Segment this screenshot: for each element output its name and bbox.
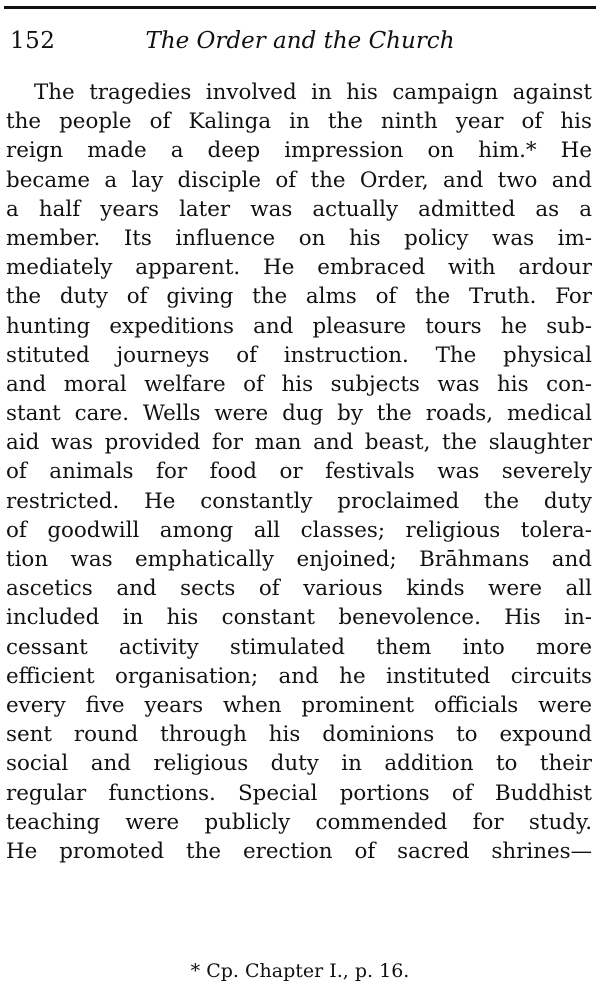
text-line: tion was emphatically enjoined; Brāhmans and (6, 547, 592, 572)
text-line: stituted journeys of instruction. The physical (6, 342, 592, 368)
text-line: social and religious duty in addition to their (6, 751, 592, 777)
text-line: hunting expeditions and pleasure tours he sub- (6, 313, 592, 339)
text-line: aid was provided for man and beast, the slaughter (6, 430, 592, 456)
page-number: 152 (10, 28, 56, 54)
text-line: mediately apparent. He embraced with ardour (6, 255, 592, 281)
running-head: The Order and the Church (145, 28, 455, 54)
text-line: cessant activity stimulated them into more (6, 634, 592, 660)
text-line: of goodwill among all classes; religious tolera- (6, 517, 592, 543)
text-line: and moral welfare of his subjects was his con- (6, 371, 592, 397)
text-line: regular functions. Special portions of Buddhist (6, 780, 592, 806)
text-line: became a lay disciple of the Order, and two and (6, 167, 592, 193)
page-header (8, 24, 592, 58)
text-line: member. Its influence on his policy was im- (6, 225, 592, 251)
text-line: restricted. He constantly proclaimed the duty (6, 488, 592, 514)
text-line: He promoted the erection of sacred shrines— (6, 838, 592, 864)
text-line: sent round through his dominions to expound (6, 722, 592, 748)
text-line: the duty of giving the alms of the Truth. For (6, 284, 592, 310)
text-line: included in his constant benevolence. His in- (6, 605, 592, 631)
text-line: every five years when prominent officials were (6, 692, 592, 718)
top-rule (4, 6, 596, 9)
text-line: stant care. Wells were dug by the roads, medical (6, 401, 592, 427)
footnote: * Cp. Chapter I., p. 16. (190, 960, 410, 982)
text-line: teaching were publicly commended for study. (6, 809, 592, 835)
text-line: reign made a deep impression on him.* He (6, 138, 592, 164)
text-line: the people of Kalinga in the ninth year of his (6, 109, 592, 135)
text-line: a half years later was actually admitted as a (6, 196, 592, 222)
text-line: The tragedies involved in his campaign against (34, 80, 592, 105)
text-line: efficient organisation; and he instituted circuits (6, 663, 592, 689)
text-line: of animals for food or festivals was severely (6, 459, 592, 485)
body-paragraph (6, 78, 592, 866)
text-line: ascetics and sects of various kinds were all (6, 576, 592, 602)
